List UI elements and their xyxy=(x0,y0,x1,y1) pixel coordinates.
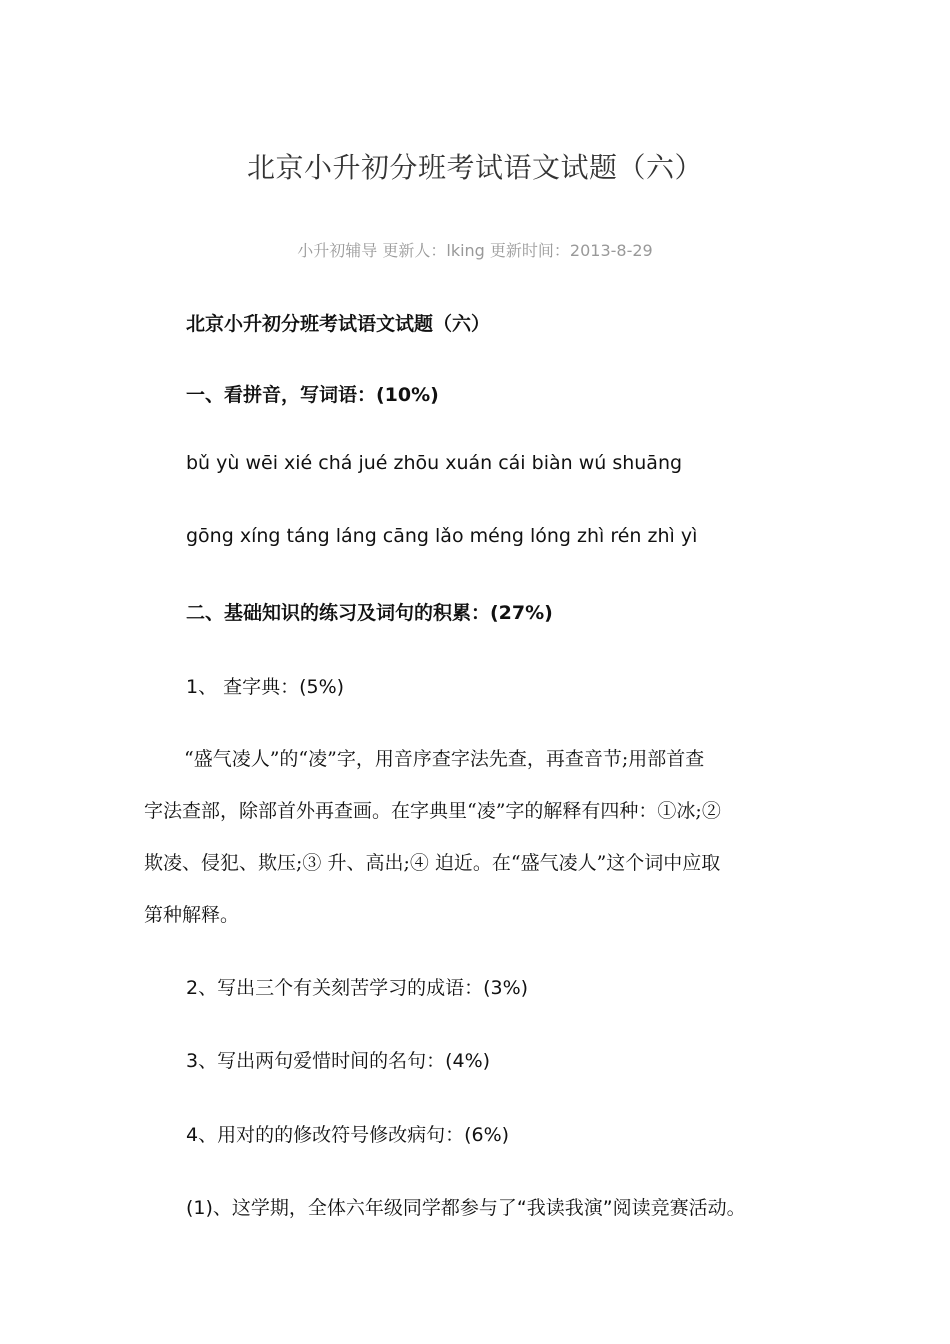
question-4: 4、用对的的修改符号修改病句：(6%) xyxy=(186,1124,510,1146)
document-meta: 小升初辅导 更新人：lking 更新时间：2013-8-29 xyxy=(297,241,653,260)
section-1-heading: 一、看拼音，写词语：(10%) xyxy=(186,384,439,406)
paragraph-line: 字法查部，除部首外再查画。在字典里“凌”字的解释有四种：①冰;② xyxy=(144,800,721,822)
question-4-item-1: (1)、这学期，全体六年级同学都参与了“我读我演”阅读竞赛活动。 xyxy=(186,1197,746,1219)
paragraph-line: 第种解释。 xyxy=(144,904,240,926)
question-1: 1、 查字典：(5%) xyxy=(186,676,345,698)
question-3: 3、写出两句爱惜时间的名句：(4%) xyxy=(186,1050,491,1072)
document-title: 北京小升初分班考试语文试题（六） xyxy=(246,151,703,184)
section-2-heading: 二、基础知识的练习及词句的积累：(27%) xyxy=(186,602,553,624)
question-1-text xyxy=(144,733,809,941)
paragraph-line: 欺凌、侵犯、欺压;③ 升、高出;④ 迫近。在“盛气凌人”这个词中应取 xyxy=(144,852,721,874)
question-2: 2、写出三个有关刻苦学习的成语：(3%) xyxy=(186,977,529,999)
pinyin-line-1: bǔ yù wēi xié chá jué zhōu xuán cái biàn wú shuāng xyxy=(186,452,683,474)
pinyin-line-2: gōng xíng táng láng cāng lǎo méng lóng zhì rén zhì yì xyxy=(186,525,698,547)
article-heading: 北京小升初分班考试语文试题（六） xyxy=(186,313,491,335)
paragraph-line: “盛气凌人”的“凌”字，用音序查字法先查，再查音节;用部首查 xyxy=(184,748,705,770)
